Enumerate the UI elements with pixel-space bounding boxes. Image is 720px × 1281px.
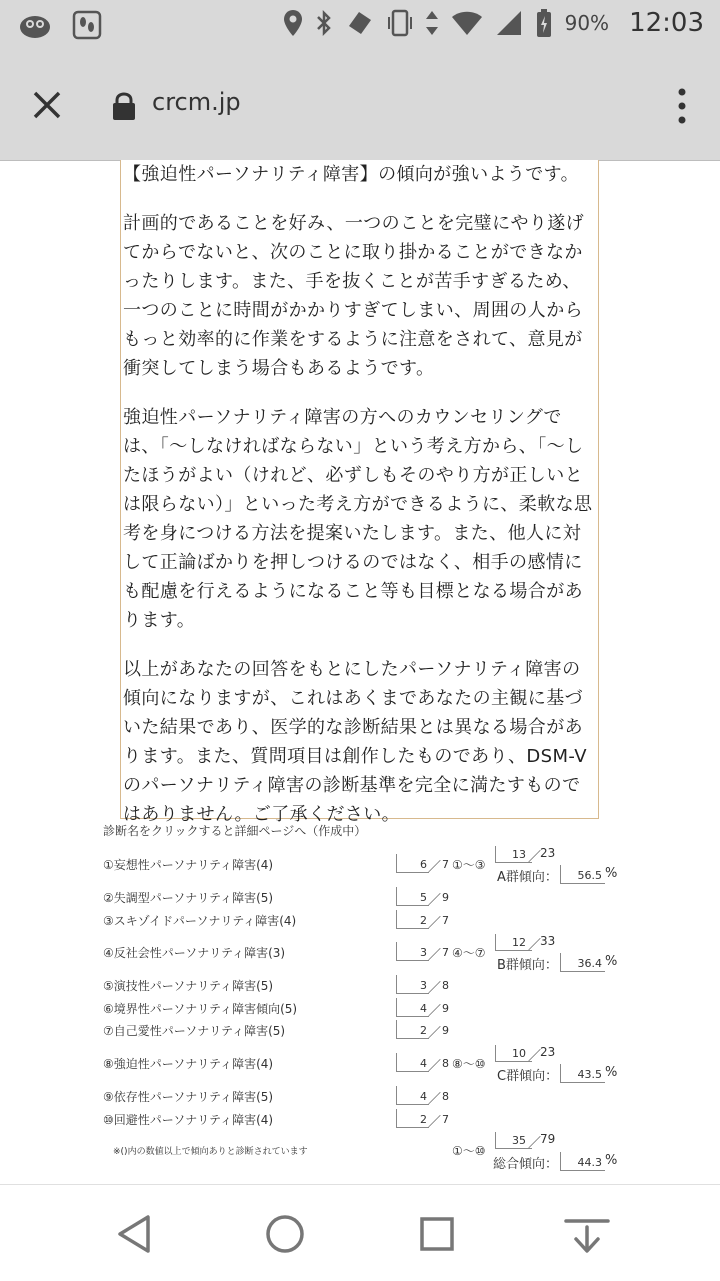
close-icon[interactable] [26,84,68,126]
score-value: 4 [420,1002,427,1015]
app-icon [18,8,52,42]
diagnosis-link-schizotypal[interactable]: ②失調型パーソナリティ障害(5) [103,891,274,905]
click-note: 診断名をクリックすると詳細ページへ（作成中） [103,824,367,838]
diagnosis-link-dependent[interactable]: ⑨依存性パーソナリティ障害(5) [103,1090,274,1104]
group-pct: 36.4 [577,957,602,970]
score-value: 2 [420,1024,427,1037]
score-slash: ／ [428,916,442,931]
diagnosis-link-histrionic[interactable]: ⑤演技性パーソナリティ障害(5) [103,979,274,993]
group-max: 33 [540,934,556,948]
group-label: 総合傾向： [493,1157,559,1172]
result-paragraph: 計画的であることを好み、一つのことを完璧にやり遂げてからでないと、次のことに取り掛かることができなかったりします。また、手を抜くことが苦手すぎるため、一つのことに時間がかかりすぎてしまい、周囲の人からもっと効率的に作業をするように注意をされて、意見が衝突してしまう場合もあるようです。 [123,213,585,379]
battery-percent: 90% [564,11,610,35]
nfc-icon [345,8,375,38]
score-slash: ／ [428,1092,442,1107]
group-pct-unit: % [605,1065,618,1080]
footsteps-icon [70,8,104,42]
score-max: 7 [442,858,449,871]
score-max: 7 [442,914,449,927]
group-label: B群傾向： [497,958,558,973]
score-value: 2 [420,1113,427,1126]
group-label: C群傾向： [497,1069,559,1084]
score-slash: ／ [428,860,442,875]
group-pct: 56.5 [577,869,602,882]
browser-toolbar [0,50,720,161]
score-max: 7 [442,1113,449,1126]
url-text[interactable]: crcm.jp [152,88,241,116]
score-slash: ／ [428,948,442,963]
score-value: 2 [420,914,427,927]
score-slash: ／ [428,1059,442,1074]
signal-icon [495,9,523,37]
group-total: 10 [512,1047,526,1060]
status-bar [0,0,720,50]
group-max: 23 [540,1045,556,1059]
score-max: 9 [442,1002,449,1015]
group-pct: 44.3 [577,1156,602,1169]
result-heading: 【強迫性パーソナリティ障害】の傾向が強いようです。 [123,164,580,185]
group-total: 12 [512,936,526,949]
score-value: 3 [420,946,427,959]
score-max: 8 [442,1090,449,1103]
score-max: 7 [442,946,449,959]
group-range: ④～⑦ [452,946,486,960]
clock: 12:03 [629,8,704,38]
group-slash: ／ [528,938,542,953]
result-paragraph: 以上があなたの回答をもとにしたパーソナリティ障害の傾向になりますが、これはあくまであなたの主観に基づいた結果であり、医学的な診断結果とは異なる場合があります。また、質問項目は創作したものであり、DSM-Vのパーソナリティ障害の診断基準を完全に満たすものではありません。ご了承ください。 [123,659,587,825]
group-pct-unit: % [605,866,618,881]
score-slash: ／ [428,893,442,908]
lock-icon [110,90,138,122]
home-circle-icon[interactable] [260,1209,310,1259]
diagnosis-link-narcissistic[interactable]: ⑦自己愛性パーソナリティ障害(5) [103,1024,286,1038]
group-max: 23 [540,846,556,860]
diagnosis-link-paranoid[interactable]: ①妄想性パーソナリティ障害(4) [103,858,274,872]
group-slash: ／ [528,850,542,865]
diagnosis-link-antisocial[interactable]: ④反社会性パーソナリティ障害(3) [103,946,286,960]
bluetooth-icon [315,9,333,37]
recents-square-icon[interactable] [412,1209,462,1259]
score-max: 9 [442,891,449,904]
diagnosis-link-borderline[interactable]: ⑥境界性パーソナリティ障害傾向(5) [103,1002,298,1016]
diagnosis-link-avoidant[interactable]: ⑩回避性パーソナリティ障害(4) [103,1113,274,1127]
page-content [0,160,720,1184]
battery-icon [535,8,553,38]
more-vert-icon[interactable] [674,86,690,126]
score-max: 8 [442,1057,449,1070]
data-arrows-icon [425,9,439,37]
group-slash: ／ [528,1136,542,1151]
group-slash: ／ [528,1049,542,1064]
result-box [120,160,599,825]
total-range: ①～⑩ [452,1144,486,1158]
back-triangle-icon[interactable] [110,1209,160,1259]
system-nav-bar [0,1184,720,1281]
score-value: 4 [420,1090,427,1103]
location-icon [283,9,303,37]
score-max: 9 [442,1024,449,1037]
diagnosis-link-schizoid[interactable]: ③スキゾイドパーソナリティ障害(4) [103,914,297,928]
group-range: ①～③ [452,858,486,872]
hide-keyboard-icon[interactable] [562,1209,612,1259]
vibrate-icon [387,8,413,38]
group-total: 35 [512,1134,526,1147]
result-paragraph: 強迫性パーソナリティ障害の方へのカウンセリングでは、「～しなければならない」という考え方から、「～したほうがよい（けれど、必ずしもそのやり方が正しいとは限らない）」といった考え方ができるように、柔軟な思考を身につける方法を提案いたします。また、他人に対して正論ばかりを押しつけるのではなく、相手の感情にも配慮を行えるようになること等も目標となる場合があります。 [123,407,593,631]
group-range: ⑧～⑩ [452,1057,486,1071]
score-value: 6 [420,858,427,871]
group-pct: 43.5 [577,1068,602,1081]
score-slash: ／ [428,1004,442,1019]
group-label: A群傾向： [497,870,558,885]
footnote: ※()内の数値以上で傾向ありと診断されています [113,1147,308,1157]
score-slash: ／ [428,1026,442,1041]
score-value: 5 [420,891,427,904]
score-slash: ／ [428,981,442,996]
wifi-icon [451,10,483,36]
group-pct-unit: % [605,1153,618,1168]
diagnosis-link-obsessive[interactable]: ⑧強迫性パーソナリティ障害(4) [103,1057,274,1071]
score-max: 8 [442,979,449,992]
group-total: 13 [512,848,526,861]
group-pct-unit: % [605,954,618,969]
score-slash: ／ [428,1115,442,1130]
score-value: 3 [420,979,427,992]
group-max: 79 [540,1132,556,1146]
score-value: 4 [420,1057,427,1070]
